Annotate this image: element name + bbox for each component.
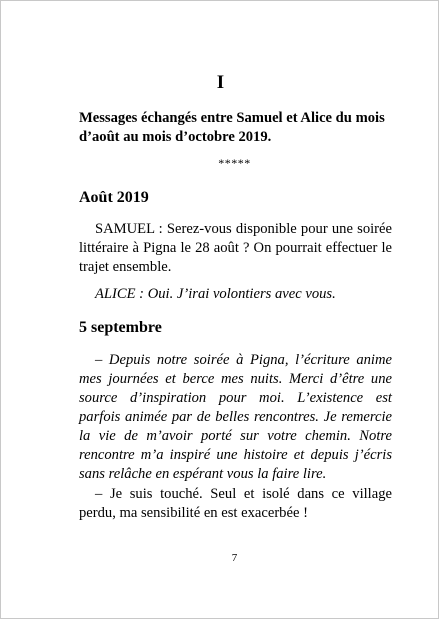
paragraph-touched-reply: – Je suis touché. Seul et isolé dans ce village perdu, ma sensibilité en est exacerbée ! bbox=[79, 486, 392, 521]
paragraph-samuel-message: SAMUEL : Serez-vous disponible pour une soirée littéraire à Pigna le 28 août ? On pourrait effectuer le trajet ensemble. bbox=[79, 221, 392, 275]
paragraph-inspiration-message: – Depuis notre soirée à Pigna, l’écriture anime mes journées et berce mes nuits. Merci d’être une source d’inspiration pour moi. L’existence est parfois animée par de belles rencontres. Je remercie la vie de m’avoir porté sur votre chemin. Notre rencontre m’a inspiré une histoire et depuis j’écris sans relâche en espérant vous la faire lire. bbox=[79, 352, 392, 482]
paragraph-alice-reply: ALICE : Oui. J’irai volontiers avec vous. bbox=[95, 286, 336, 302]
section-heading-aout: Août 2019 bbox=[79, 189, 149, 206]
page-number: 7 bbox=[231, 552, 238, 564]
chapter-title: Messages échangés entre Samuel et Alice du mois d’août au mois d’octobre 2019. bbox=[79, 110, 385, 145]
section-heading-septembre: 5 septembre bbox=[79, 319, 162, 336]
section-separator: ***** bbox=[218, 156, 251, 170]
chapter-number: I bbox=[216, 72, 225, 93]
